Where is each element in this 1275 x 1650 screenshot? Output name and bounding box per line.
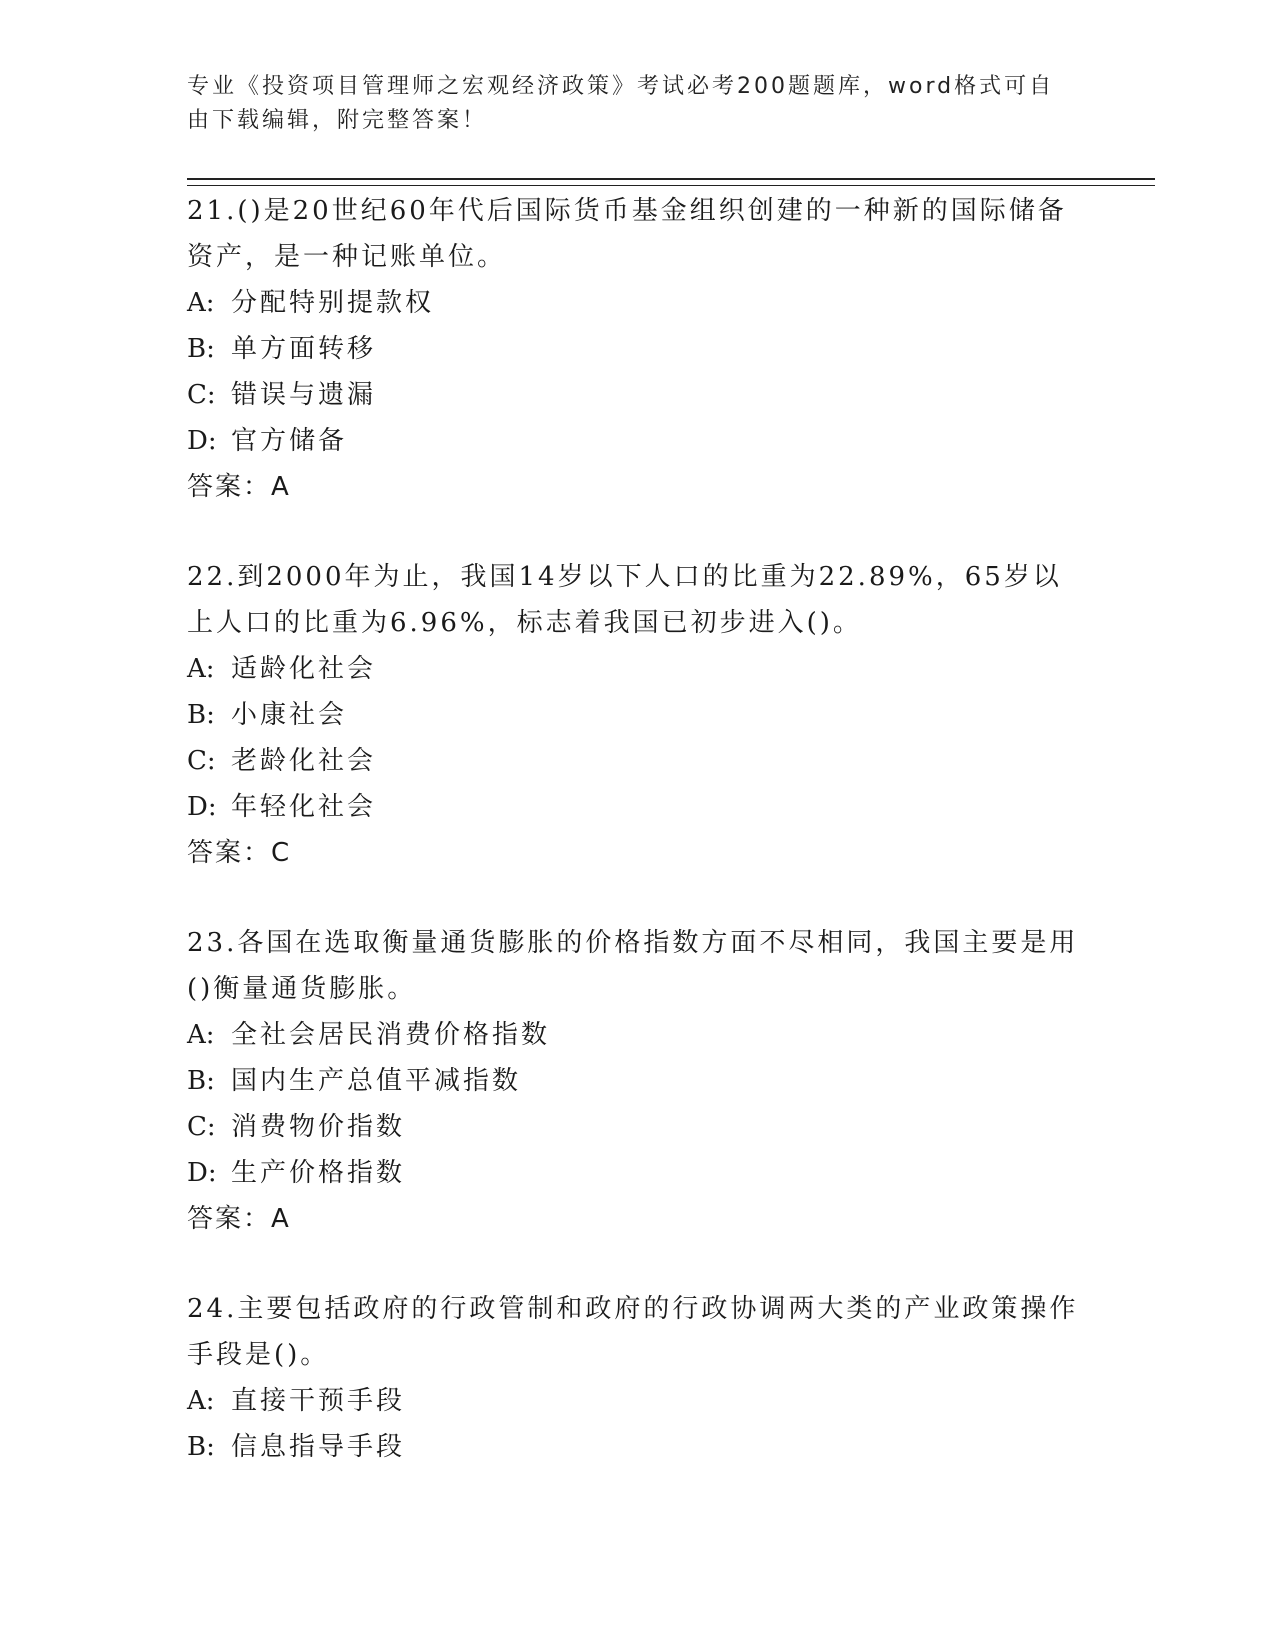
option-d <box>187 784 1087 830</box>
option-a <box>187 280 1087 326</box>
option-key: D: <box>187 426 217 456</box>
header-rule-top <box>187 178 1155 180</box>
question-stem: 24.主要包括政府的行政管制和政府的行政协调两大类的产业政策操作手段是()。 <box>187 1294 1079 1370</box>
option-key: C: <box>187 1112 216 1142</box>
option-text: 消费物价指数 <box>231 1112 406 1142</box>
document-header: 专业《投资项目管理师之宏观经济政策》考试必考200题题库，word格式可自由下载编辑，附完整答案！ <box>187 74 1055 133</box>
option-text: 年轻化社会 <box>231 792 377 822</box>
question-23 <box>187 920 1087 1242</box>
option-key: A: <box>187 1386 215 1416</box>
option-text: 信息指导手段 <box>231 1432 406 1462</box>
answer-line: 答案：C <box>187 838 292 868</box>
option-d <box>187 1150 1087 1196</box>
answer-line: 答案：A <box>187 1204 291 1234</box>
option-text: 分配特别提款权 <box>231 288 435 318</box>
option-text: 全社会居民消费价格指数 <box>231 1020 551 1050</box>
option-key: D: <box>187 792 217 822</box>
question-21 <box>187 188 1087 510</box>
option-text: 错误与遗漏 <box>231 380 377 410</box>
option-key: B: <box>187 700 215 730</box>
option-b <box>187 1058 1087 1104</box>
option-text: 官方储备 <box>231 426 348 456</box>
option-key: D: <box>187 1158 217 1188</box>
option-text: 小康社会 <box>231 700 348 730</box>
option-key: A: <box>187 654 215 684</box>
option-key: B: <box>187 334 215 364</box>
option-text: 老龄化社会 <box>231 746 377 776</box>
option-c <box>187 1104 1087 1150</box>
question-stem: 21.()是20世纪60年代后国际货币基金组织创建的一种新的国际储备资产，是一种记账单位。 <box>187 196 1067 272</box>
question-22 <box>187 554 1087 876</box>
option-key: A: <box>187 1020 215 1050</box>
option-key: B: <box>187 1432 215 1462</box>
question-stem: 22.到2000年为止，我国14岁以下人口的比重为22.89%，65岁以上人口的比重为6.96%，标志着我国已初步进入()。 <box>187 562 1062 638</box>
question-list <box>187 188 1087 1514</box>
option-text: 单方面转移 <box>231 334 377 364</box>
option-key: A: <box>187 288 215 318</box>
option-c <box>187 372 1087 418</box>
option-key: C: <box>187 380 216 410</box>
option-key: C: <box>187 746 216 776</box>
option-b <box>187 326 1087 372</box>
header-rule-bottom <box>187 185 1155 186</box>
option-text: 直接干预手段 <box>231 1386 406 1416</box>
option-text: 国内生产总值平减指数 <box>231 1066 522 1096</box>
option-a <box>187 1012 1087 1058</box>
option-a <box>187 1378 1087 1424</box>
question-stem: 23.各国在选取衡量通货膨胀的价格指数方面不尽相同，我国主要是用()衡量通货膨胀。 <box>187 928 1079 1004</box>
option-text: 适龄化社会 <box>231 654 377 684</box>
option-a <box>187 646 1087 692</box>
option-b <box>187 1424 1087 1470</box>
option-d <box>187 418 1087 464</box>
option-text: 生产价格指数 <box>231 1158 406 1188</box>
answer-line: 答案：A <box>187 472 291 502</box>
question-24 <box>187 1286 1087 1470</box>
option-key: B: <box>187 1066 215 1096</box>
option-c <box>187 738 1087 784</box>
option-b <box>187 692 1087 738</box>
